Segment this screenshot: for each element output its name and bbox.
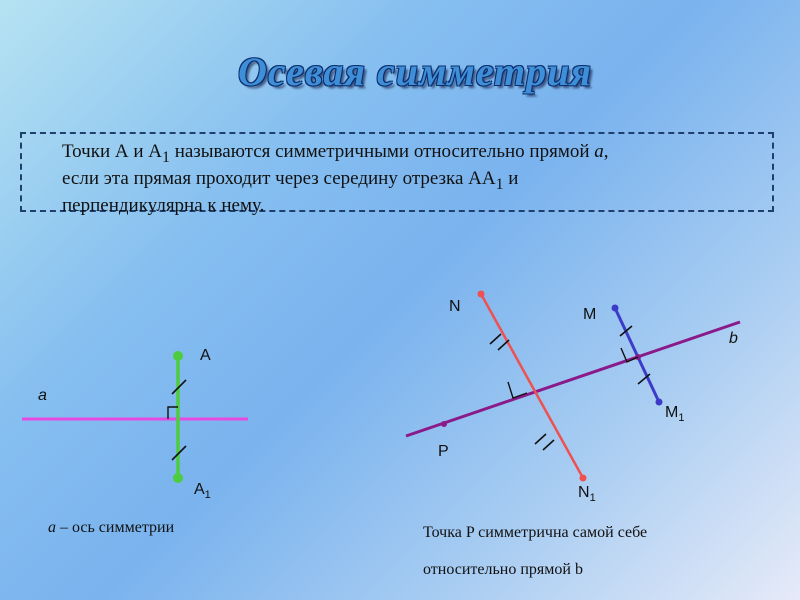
label-point-n1: $N_1$ <box>578 484 596 504</box>
caption-left: a – ось симметрии <box>48 519 175 536</box>
caption-right-line1: Точка P симметрична самой себе <box>423 524 648 541</box>
tick-n-2 <box>498 340 509 350</box>
label-point-m1: $M_1$ <box>665 404 685 424</box>
label-point-a1: $А_1$ <box>194 481 211 501</box>
right-figure <box>406 291 740 579</box>
definition-part2: называются симметричными относительно прямой <box>169 141 595 162</box>
definition-line2b: и <box>503 167 519 189</box>
page-title: Осевая симметрия <box>237 49 593 94</box>
label-point-n: N <box>449 298 461 315</box>
segment-nn1 <box>481 294 583 478</box>
caption-right-line2: относительно прямой b <box>423 561 583 578</box>
definition-line2a: если эта прямая проходит через середину отрезка АА <box>62 167 496 189</box>
definition-part3: , <box>603 141 609 162</box>
tick-n1-1 <box>535 434 546 444</box>
label-point-a: А <box>200 347 211 364</box>
definition-line-3: перпендикулярна к нему. <box>62 194 265 216</box>
point-p-dot <box>441 421 447 427</box>
label-point-m: M <box>583 306 597 323</box>
tick-n-1 <box>490 334 501 344</box>
axis-b-line <box>406 322 740 436</box>
definition-part1: Точки А и А <box>62 141 163 162</box>
label-b: b <box>729 330 738 347</box>
point-a1-dot <box>173 473 183 483</box>
definition-var-a: a <box>594 141 604 162</box>
definition-sub1: 1 <box>162 148 170 166</box>
point-m1-dot <box>656 399 663 406</box>
label-a: a <box>38 387 47 404</box>
left-figure <box>22 347 248 536</box>
point-m-dot <box>612 305 619 312</box>
point-n1-dot <box>580 475 587 482</box>
tick-n1-2 <box>543 440 554 450</box>
label-point-p: P <box>438 443 449 460</box>
point-n-dot <box>478 291 485 298</box>
point-a-dot <box>173 351 183 361</box>
definition-sub2: 1 <box>495 175 504 193</box>
